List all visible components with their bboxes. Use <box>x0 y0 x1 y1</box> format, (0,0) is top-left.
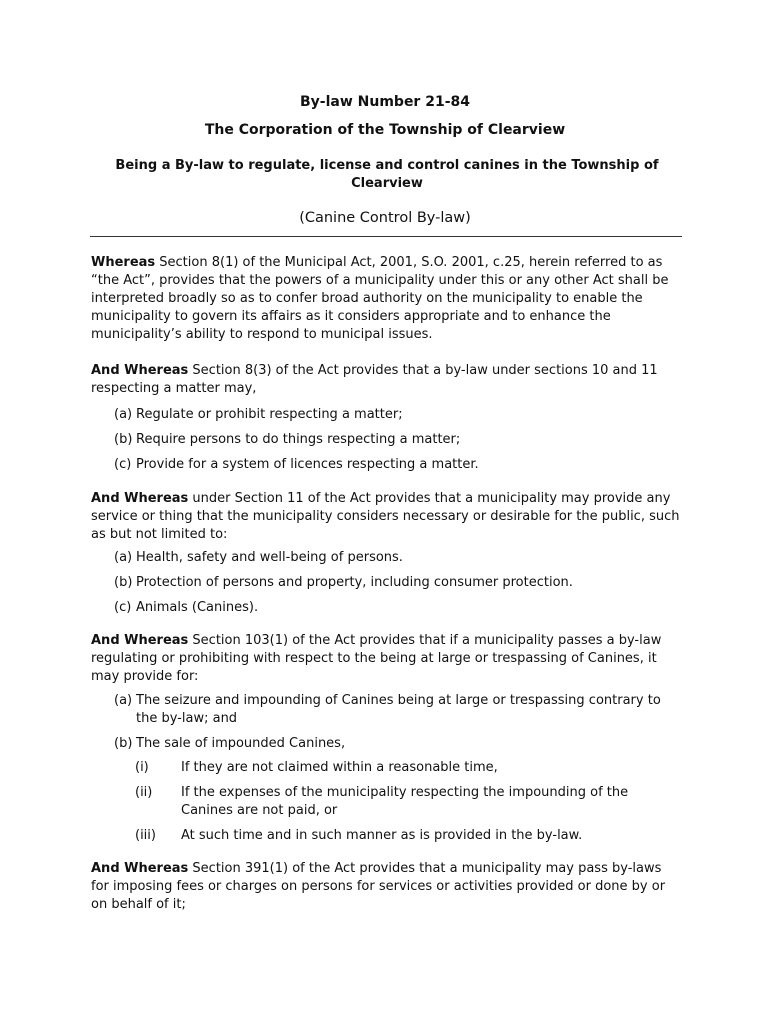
sub-list-marker: (ii) <box>135 785 153 800</box>
list-marker: (b) <box>114 432 133 447</box>
title-divider <box>90 236 682 237</box>
recital-lead: And Whereas <box>91 491 189 506</box>
list-marker: (a) <box>114 550 133 565</box>
sub-list-item <box>135 759 675 777</box>
bylaw-purpose: Being a By-law to regulate, license and control canines in the Township of Clearview <box>115 158 659 191</box>
list-item <box>114 599 684 617</box>
sub-list-text: If the expenses of the municipality respecting the impounding of the Canines are not paid, or <box>181 785 629 818</box>
sub-list-item <box>135 784 675 820</box>
list-item <box>114 574 684 592</box>
list-marker: (b) <box>114 575 133 590</box>
list-text: Health, safety and well-being of persons. <box>136 550 403 565</box>
list-item <box>114 406 684 424</box>
sub-list-text: If they are not claimed within a reasonable time, <box>181 760 498 775</box>
list-item <box>114 456 684 474</box>
list-item <box>114 692 684 728</box>
recital-paragraph-2 <box>91 362 683 398</box>
bylaw-number: By-law Number 21-84 <box>299 94 470 110</box>
sub-list-text: At such time and in such manner as is provided in the by-law. <box>181 828 583 843</box>
list-text: Provide for a system of licences respecting a matter. <box>136 457 479 472</box>
list-text: The seizure and impounding of Canines being at large or trespassing contrary to the by-law; and <box>136 693 661 726</box>
list-text: Protection of persons and property, including consumer protection. <box>136 575 573 590</box>
sub-list-marker: (iii) <box>135 828 156 843</box>
list-text: Require persons to do things respecting a matter; <box>136 432 461 447</box>
recital-paragraph-5 <box>91 860 683 914</box>
recital-text: Section 103(1) of the Act provides that if a municipality passes a by-law regulating or prohibiting with respect to the being at large or trespassing of Canines, it may provide for: <box>91 633 662 684</box>
recital-paragraph-4 <box>91 632 683 686</box>
list-item <box>114 431 684 449</box>
list-text: The sale of impounded Canines, <box>136 736 346 751</box>
recital-lead: And Whereas <box>91 861 189 876</box>
recital-paragraph-3 <box>91 490 683 544</box>
recital-lead: Whereas <box>91 255 156 270</box>
recital-text: Section 8(3) of the Act provides that a by-law under sections 10 and 11 respecting a matter may, <box>91 363 658 396</box>
list-text: Animals (Canines). <box>136 600 259 615</box>
list-marker: (c) <box>114 457 132 472</box>
recital-paragraph-1 <box>91 254 683 344</box>
recital-text: Section 391(1) of the Act provides that a municipality may pass by-laws for imposing fees or charges on persons for services or activities provided or done by or on behalf of it; <box>91 861 666 912</box>
recital-text: Section 8(1) of the Municipal Act, 2001, S.O. 2001, c.25, herein referred to as “the Act”, provides that the powers of a municipality under this or any other Act shall be interpreted broadly so as to confer broad authority on the municipality to enable the municipality to govern its affairs as it considers appropriate and to enhance the municipality’s ability to respond to municipal issues. <box>91 255 669 342</box>
sub-list-marker: (i) <box>135 760 149 775</box>
list-marker: (b) <box>114 736 133 751</box>
recital-lead: And Whereas <box>91 633 189 648</box>
list-text: Regulate or prohibit respecting a matter; <box>136 407 403 422</box>
list-marker: (c) <box>114 600 132 615</box>
corporation-title: The Corporation of the Township of Clearview <box>204 122 566 138</box>
list-marker: (a) <box>114 693 133 708</box>
list-item <box>114 735 684 753</box>
recital-lead: And Whereas <box>91 363 189 378</box>
list-item <box>114 549 684 567</box>
list-marker: (a) <box>114 407 133 422</box>
short-title: (Canine Control By-law) <box>299 210 471 226</box>
recital-text: under Section 11 of the Act provides that a municipality may provide any service or thing that the municipality considers necessary or desirable for the public, such as but not limited to: <box>91 491 680 542</box>
sub-list-item <box>135 827 675 845</box>
